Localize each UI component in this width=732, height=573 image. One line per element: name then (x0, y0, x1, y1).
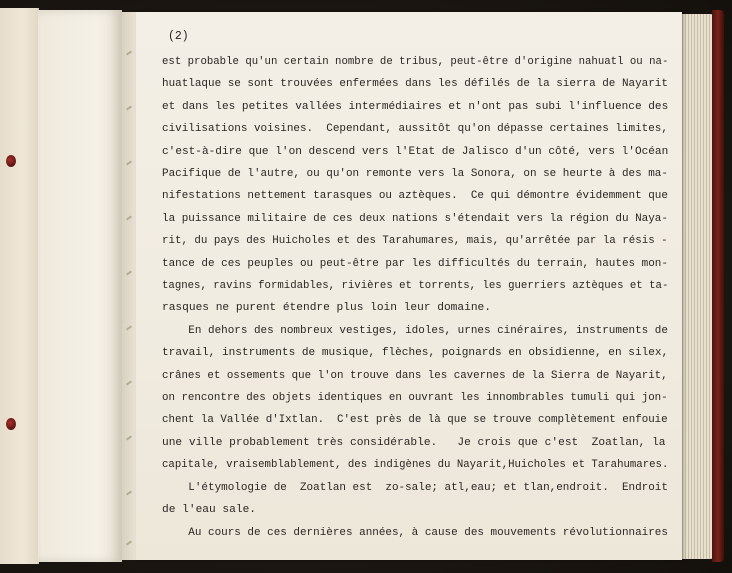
binding-ring (6, 155, 16, 167)
text-line: la puissance militaire de ces deux nations s'étendait vers la région du Naya- (162, 213, 668, 225)
text-line: L'étymologie de Zoatlan est zo-sale; atl,eau; et tlan,endroit. Endroit (162, 482, 668, 494)
stitch-mark (126, 435, 132, 440)
text-line: est probable qu'un certain nombre de tribus, peut-être d'origine nahuatl ou na- (162, 56, 669, 68)
stitch-mark (126, 270, 132, 275)
text-line: et dans les petites vallées intermédiaires et n'ont pas subi l'influence des (162, 101, 669, 113)
stitch-mark (126, 490, 132, 495)
text-line: capitale, vraisemblablement, des indigènes du Nayarit,Huicholes et Tarahumares. (162, 459, 669, 471)
stitch-mark (126, 325, 132, 330)
text-line: Pacifique de l'autre, ou qu'on remonte vers la Sonora, on se heurte à des ma- (162, 168, 668, 180)
left-facing-page (38, 10, 122, 562)
text-line: nifestations nettement tarasques ou aztèques. Ce qui démontre évidemment que (162, 190, 668, 202)
text-line: tagnes, ravins formidables, rivières et torrents, les guerriers aztèques et ta- (162, 280, 669, 292)
text-line: tance de ces peuples ou peut-être par les difficultés du terrain, hautes mon- (162, 258, 668, 270)
stitch-mark (126, 540, 132, 545)
text-line: on rencontre des objets identiques en ouvrant les innombrables tumuli qui jon- (162, 392, 668, 404)
stitch-mark (126, 380, 132, 385)
text-line: rasques ne purent étendre plus loin leur domaine. (162, 302, 491, 314)
text-line: chent la Vallée d'Ixtlan. C'est près de là que se trouve complètement enfouie (162, 414, 668, 426)
stitch-mark (126, 215, 132, 220)
text-line: crânes et ossements que l'on trouve dans les cavernes de la Sierra de Nayarit, (162, 370, 668, 382)
stitch-mark (126, 160, 132, 165)
stitch-mark (126, 50, 132, 55)
text-line: une ville probablement très considérable. Je crois que c'est Zoatlan, la (162, 437, 666, 449)
binding-ring (6, 418, 16, 430)
text-line: rit, du pays des Huicholes et des Tarahumares, mais, qu'arrêtée par la résis - (162, 235, 668, 247)
text-line: de l'eau sale. (162, 504, 256, 516)
stitch-mark (126, 105, 132, 110)
right-cover-board (712, 10, 724, 562)
text-line: civilisations voisines. Cependant, aussitôt qu'on dépasse certaines limites, (162, 123, 668, 135)
text-line: c'est-à-dire que l'on descend vers l'Etat de Jalisco d'un côté, vers l'Océan (162, 146, 669, 158)
text-line: travail, instruments de musique, flèches, poignards en obsidienne, en silex, (162, 347, 669, 359)
page-number: (2) (168, 30, 189, 43)
text-line: En dehors des nombreux vestiges, idoles, urnes cinéraires, instruments de (162, 325, 668, 337)
left-cover-board (0, 8, 39, 564)
page-stack-edges (680, 14, 716, 559)
text-line: Au cours de ces dernières années, à cause des mouvements révolutionnaires (162, 527, 668, 539)
text-line: huatlaque se sont trouvées enfermées dans les défilés de la sierra de Nayarit (162, 78, 668, 90)
